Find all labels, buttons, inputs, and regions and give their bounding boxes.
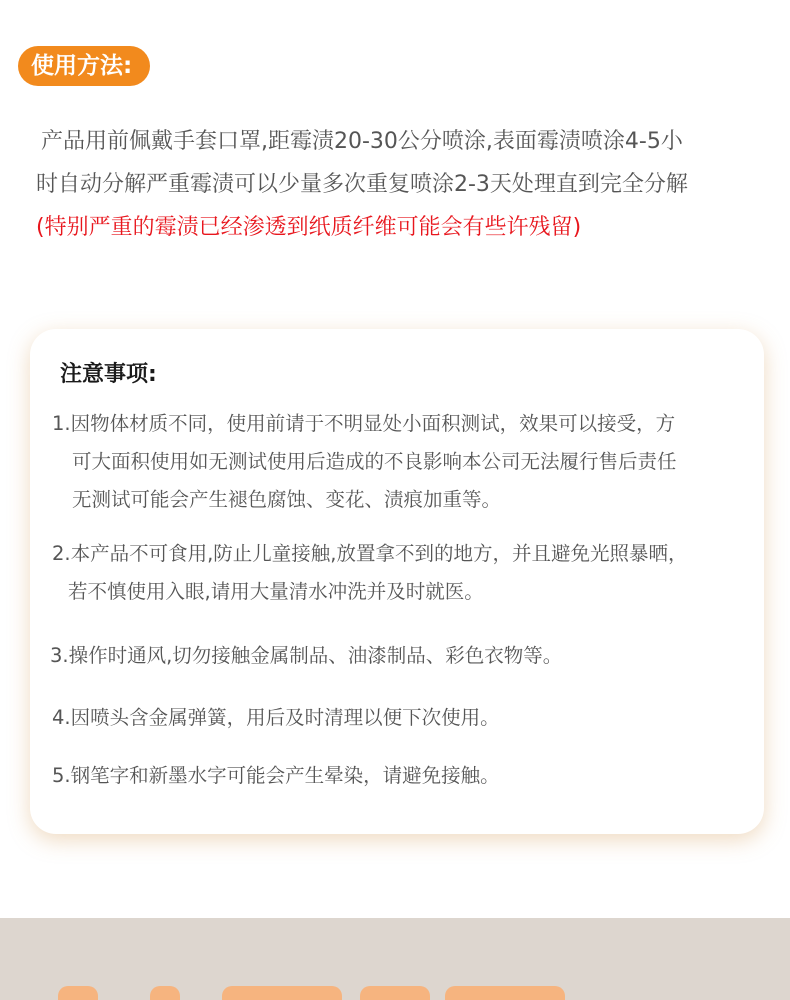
- notice-item-5: [52, 757, 752, 795]
- bottom-banner: [0, 918, 790, 1000]
- notice-item-2-line-2: 若不慎使用入眼,请用大量清水冲洗并及时就医。: [68, 580, 484, 603]
- banner-art: [150, 986, 180, 1000]
- notice-title: 注意事项:: [60, 362, 157, 387]
- usage-warning: (特别严重的霉渍已经渗透到纸质纤维可能会有些许残留): [36, 215, 582, 240]
- banner-art: [58, 986, 98, 1000]
- banner-art: [445, 986, 565, 1000]
- notice-item-4: [52, 699, 752, 737]
- notice-item-3-line-1: 3.操作时通风,切勿接触金属制品、油漆制品、彩色衣物等。: [50, 644, 563, 667]
- notice-item-1-line-1: 1.因物体材质不同，使用前请于不明显处小面积测试，效果可以接受，方: [52, 412, 676, 435]
- banner-art: [360, 986, 430, 1000]
- usage-instructions: [36, 120, 781, 249]
- notice-item-1-line-2: 可大面积使用如无测试使用后造成的不良影响本公司无法履行售后责任: [72, 450, 677, 473]
- banner-art: [222, 986, 342, 1000]
- usage-line-1: 产品用前佩戴手套口罩,距霉渍20-30公分喷涂,表面霉渍喷涂4-5小: [41, 129, 683, 154]
- notice-item-5-line-1: 5.钢笔字和新墨水字可能会产生晕染，请避免接触。: [52, 764, 500, 787]
- notice-item-3: [50, 637, 750, 675]
- notice-item-2-line-1: 2.本产品不可食用,防止儿童接触,放置拿不到的地方，并且避免光照暴晒，: [52, 542, 688, 565]
- notice-card: [30, 329, 764, 834]
- notice-item-1: [52, 405, 752, 519]
- usage-line-2: 时自动分解严重霉渍可以少量多次重复喷涂2-3天处理直到完全分解: [36, 172, 688, 197]
- notice-item-4-line-1: 4.因喷头含金属弹簧，用后及时清理以便下次使用。: [52, 706, 500, 729]
- notice-item-2: [52, 535, 752, 611]
- usage-badge: 使用方法:: [18, 46, 150, 86]
- notice-item-1-line-3: 无测试可能会产生褪色腐蚀、变花、渍痕加重等。: [72, 488, 502, 511]
